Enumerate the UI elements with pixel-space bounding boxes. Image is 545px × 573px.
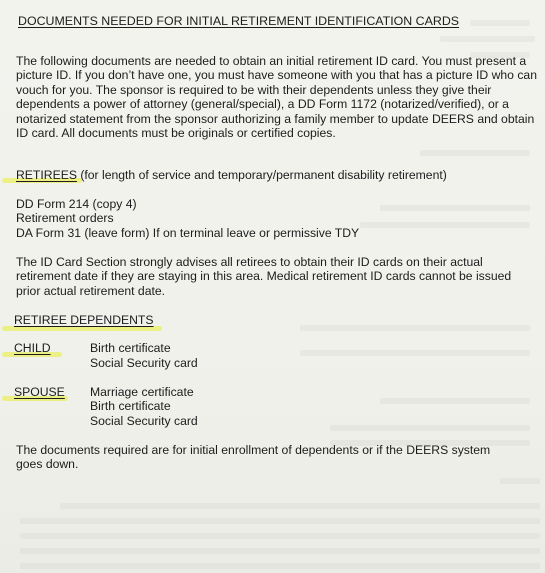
child-label: CHILD: [14, 341, 51, 355]
dependents-heading: RETIREE DEPENDENTS: [14, 313, 154, 327]
child-doc-ssn: Social Security card: [90, 356, 198, 370]
retiree-doc-daform31: DA Form 31 (leave form) If on terminal leave or permissive TDY: [16, 226, 360, 240]
retirees-note: (for length of service and temporary/permanent disability retirement): [76, 168, 447, 182]
advice-paragraph: The ID Card Section strongly advises all retirees to obtain their ID cards on their actual retirement date if they are staying in this area. Medical retirement ID cards cannot be issued prior actual retirement date.: [16, 255, 512, 298]
spouse-doc-ssn: Social Security card: [90, 414, 198, 428]
spouse-doc-birth: Birth certificate: [90, 399, 171, 413]
intro-paragraph: The following documents are needed to obtain an initial retirement ID card. You must present a picture ID. If you don’t have one, you must have someone with you that has a picture ID who can vouch for you. The sponsor is required to be with their dependents unless they give their dependents a power of attorney (general/special), a DD Form 1172 (notarized/verified), or a notarized statement from the sponsor authorizing a family member to update DEERS and obtain ID card. All documents must be originals or certified copies.: [16, 54, 537, 141]
spouse-label: SPOUSE: [14, 385, 65, 399]
child-doc-birth: Birth certificate: [90, 341, 171, 355]
footer-paragraph: The documents required are for initial enrollment of dependents or if the DEERS system goes down.: [16, 443, 491, 472]
retirees-heading: RETIREES: [16, 168, 77, 182]
spouse-doc-marriage: Marriage certificate: [90, 385, 194, 399]
page-title: DOCUMENTS NEEDED FOR INITIAL RETIREMENT IDENTIFICATION CARDS: [18, 14, 460, 28]
retirees-line: [16, 168, 447, 182]
retiree-doc-orders: Retirement orders: [16, 211, 114, 225]
retiree-doc-dd214: DD Form 214 (copy 4): [16, 197, 137, 211]
